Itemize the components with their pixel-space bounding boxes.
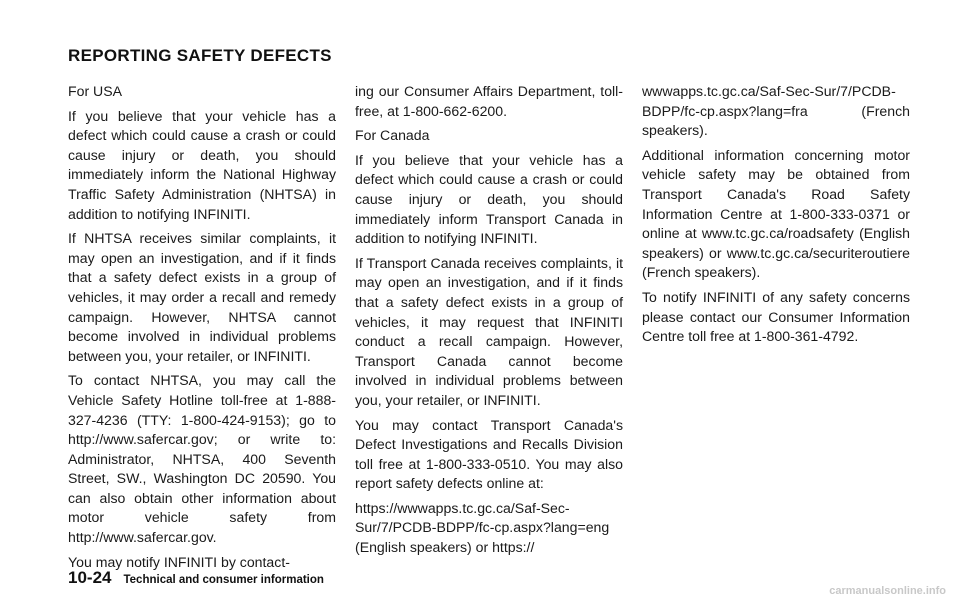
page-number: 10-24 bbox=[68, 568, 112, 587]
paragraph: ing our Consumer Affairs Department, toll-free, at 1-800-662-6200. bbox=[355, 83, 623, 119]
paragraph: Additional information concerning motor vehicle safety may be obtained from Transport Canada's Road Safety Information Centre at 1-800-333-0371 or online at www.tc.gc.ca/roadsafety (English speakers) or www.tc.gc.ca/securiteroutiere (French speakers). bbox=[642, 146, 910, 281]
paragraph: For USA bbox=[68, 83, 123, 99]
paragraph: For Canada bbox=[355, 127, 430, 144]
paragraph: If you believe that your vehicle has a defect which could cause a crash or could cause injury or death, you should immediately inform the National Highway Traffic Safety Administration (NHTSA) in addition to notifying INFINITI. bbox=[68, 107, 336, 222]
paragraph: You may notify INFINITI by contact- bbox=[68, 553, 290, 570]
page-footer bbox=[68, 568, 324, 588]
paragraph: You may contact Transport Canada's Defect Investigations and Recalls Division toll free at 1-800-333-0510. You may also report safety defects online at: bbox=[355, 416, 623, 492]
section-title: REPORTING SAFETY DEFECTS bbox=[68, 46, 332, 65]
text-column-1 bbox=[68, 82, 336, 577]
paragraph: https://wwwapps.tc.gc.ca/Saf-Sec-Sur/7/PCDB-BDPP/fc-cp.aspx?lang=eng (English speakers) or https:// bbox=[355, 499, 610, 556]
watermark: carmanualsonline.info bbox=[829, 585, 946, 597]
text-column-2 bbox=[355, 82, 623, 563]
text-column-3 bbox=[642, 82, 910, 352]
paragraph: To contact NHTSA, you may call the Vehicle Safety Hotline toll-free at 1-888-327-4236 (TTY: 1-800-424-9153); go to http://www.safercar.gov; or write to: Administrator, NHTSA, 400 Seventh Street, SW., Washington DC 20590. You can also obtain other information about motor vehicle safety from http://www.safercar.gov. bbox=[68, 372, 336, 546]
paragraph: If NHTSA receives similar complaints, it may open an investigation, and if it finds that a safety defect exists in a group of vehicles, it may order a recall and remedy campaign. However, NHTSA cannot become involved in individual problems between you, your retailer, or INFINITI. bbox=[68, 230, 336, 364]
paragraph: wwwapps.tc.gc.ca/Saf-Sec-Sur/7/PCDB-BDPP/fc-cp.aspx?lang=fra (French speakers). bbox=[642, 83, 910, 139]
chapter-label: Technical and consumer information bbox=[123, 574, 324, 586]
paragraph: If Transport Canada receives complaints, it may open an investigation, and if it finds that a safety defect exists in a group of vehicles, it may request that INFINITI conduct a recall campaign. However, Transport Canada cannot become involved in individual problems between you, your retailer, or INFINITI. bbox=[355, 254, 623, 408]
paragraph: If you believe that your vehicle has a defect which could cause a crash or could cause injury or death, you should immediately inform Transport Canada in addition to notifying INFINITI. bbox=[355, 151, 623, 247]
paragraph: To notify INFINITI of any safety concerns please contact our Consumer Information Centre toll free at 1-800-361-4792. bbox=[642, 288, 910, 345]
